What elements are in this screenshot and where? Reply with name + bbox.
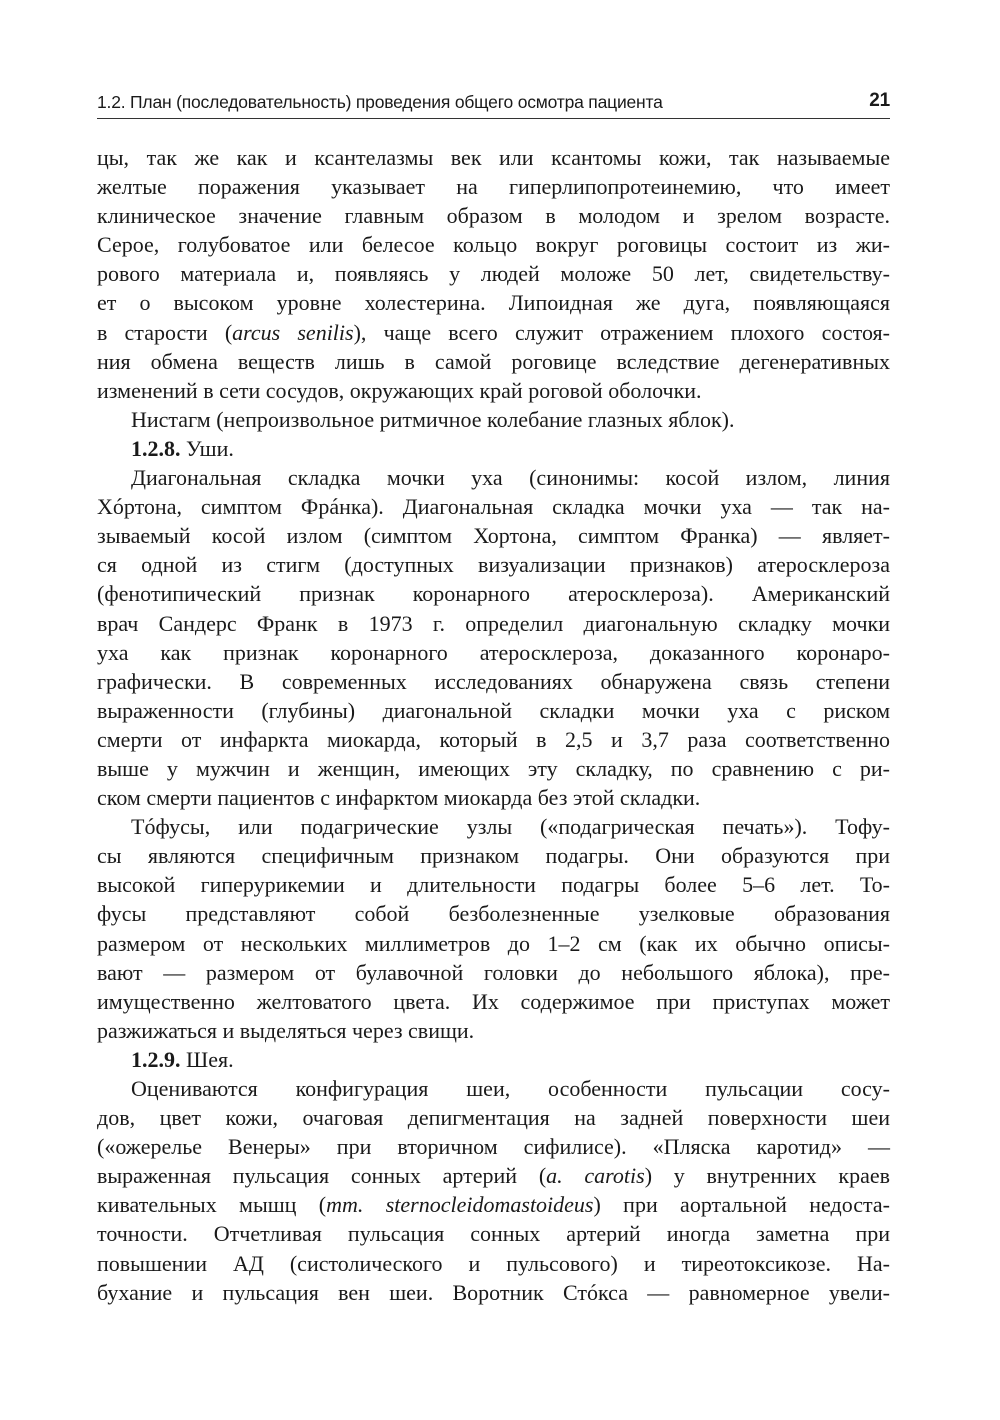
text-line: графически. В современных исследованиях обнаружена связь степени [97, 668, 890, 694]
text-line: ет о высоком уровне холестерина. Липоидная же дуга, появляющаяся [97, 290, 890, 316]
section-title: Шея. [186, 1046, 234, 1072]
section-number: 1.2.8. [131, 435, 181, 461]
text-line: Нистагм (непроизвольное ритмичное колебание глазных яблок). [131, 406, 735, 432]
text-line: клиническое значение главным образом в молодом и зрелом возрасте. [97, 203, 890, 229]
latin-term: arcus senilis [232, 319, 354, 345]
text-line: разжижаться и выделяться через свищи. [97, 1017, 475, 1043]
text-line: ния обмена веществ лишь в самой роговице вследствие дегенеративных [97, 348, 890, 374]
section-title: Уши. [186, 435, 234, 461]
paragraph [97, 143, 890, 405]
paragraph [97, 463, 890, 812]
text-line [97, 1161, 890, 1190]
heading-line [97, 1045, 890, 1074]
text-line: бухание и пульсация вен шеи. Воротник Стóкса — равномерное увели- [97, 1279, 890, 1305]
text-line: ском смерти пациентов с инфарктом миокарда без этой складки. [97, 785, 701, 811]
text-line: (фенотипический признак коронарного атеросклероза). Американский [97, 581, 890, 607]
text-line: имущественно желтоватого цвета. Их содержимое при приступах может [97, 988, 890, 1014]
text-line: Хóртона, симптом Фрáнка). Диагональная складка мочки уха — так на- [97, 494, 890, 520]
running-header-title: 1.2. План (последовательность) проведения общего осмотра пациента [97, 92, 663, 112]
text-line: высокой гиперурикемии и длительности подагры более 5–6 лет. То- [97, 872, 890, 898]
page-number: 21 [869, 90, 890, 111]
text-line: зываемый косой излом (симптом Хортона, симптом Франка) — являет- [97, 523, 890, 549]
text-line: повышении АД (систолического и пульсового) и тиреотоксикозе. На- [97, 1250, 890, 1276]
text-fragment: в старости ( [97, 319, 233, 345]
text-line: («ожерелье Венеры» при вторичном сифилисе). «Пляска каротид» — [97, 1134, 890, 1160]
text-line: выше у мужчин и женщин, имеющих эту складку, по сравнению с ри- [97, 755, 890, 781]
text-line: Диагональная складка мочки уха (синонимы: косой излом, линия [131, 465, 890, 491]
heading-line [97, 434, 890, 463]
text-line: рового материала и, появляясь у людей моложе 50 лет, свидетельству- [97, 261, 890, 287]
text-fragment: ) при аортальной недоста- [593, 1192, 890, 1218]
text-line: дов, цвет кожи, очаговая депигментация на задней поверхности шеи [97, 1105, 890, 1131]
section-number: 1.2.9. [131, 1046, 181, 1072]
text-fragment: ), чаще всего служит отражением плохого состоя- [353, 319, 890, 345]
running-header [97, 88, 890, 119]
text-fragment: выраженная пульсация сонных артерий ( [97, 1163, 547, 1189]
text-line: Серое, голубоватое или белесое кольцо вокруг роговицы состоит из жи- [97, 232, 890, 258]
text-fragment: кивательных мышц ( [97, 1192, 327, 1218]
text-line: Оцениваются конфигурация шеи, особенности пульсации сосу- [131, 1076, 890, 1101]
section-heading [97, 1045, 890, 1074]
text-line: смерти от инфаркта миокарда, который в 2,5 и 3,7 раза соответственно [97, 726, 890, 752]
text-line [97, 1190, 890, 1219]
text-line: вают — размером от булавочной головки до небольшого яблока), пре- [97, 959, 890, 985]
text-line: желтые поражения указывает на гиперлипопротеинемию, что имеет [97, 174, 890, 200]
text-line: врач Сандерс Франк в 1973 г. определил диагональную складку мочки [97, 610, 890, 636]
latin-term: mm. sternocleidomastoideus [326, 1192, 594, 1218]
paragraph [97, 812, 890, 1045]
text-fragment: ) у внутренних краев [644, 1163, 890, 1189]
text-line [97, 318, 890, 347]
paragraph [97, 405, 890, 434]
paragraph [97, 1074, 890, 1307]
text-line: точности. Отчетливая пульсация сонных артерий иногда заметна при [97, 1221, 890, 1247]
text-line: выраженности (глубины) диагональной складки мочки уха с риском [97, 697, 890, 723]
text-line: фусы представляют собой безболезненные узелковые образования [97, 901, 890, 927]
section-heading [97, 434, 890, 463]
text-line: цы, так же как и ксантелазмы век или ксантомы кожи, так называемые [97, 145, 890, 170]
text-line: размером от нескольких миллиметров до 1–2 см (как их обычно описы- [97, 930, 890, 956]
text-line: сы являются специфичным признаком подагры. Они образуются при [97, 843, 890, 869]
text-line: Тóфусы, или подагрические узлы («подагрическая печать»). Тофу- [131, 814, 890, 840]
latin-term: a. carotis [546, 1163, 645, 1189]
text-line: изменений в сети сосудов, окружающих край роговой оболочки. [97, 377, 702, 403]
body-text [97, 143, 890, 1307]
text-line: уха как признак коронарного атеросклероза, доказанного коронаро- [97, 639, 890, 665]
text-line: ся одной из стигм (доступных визуализации признаков) атеросклероза [97, 552, 890, 578]
